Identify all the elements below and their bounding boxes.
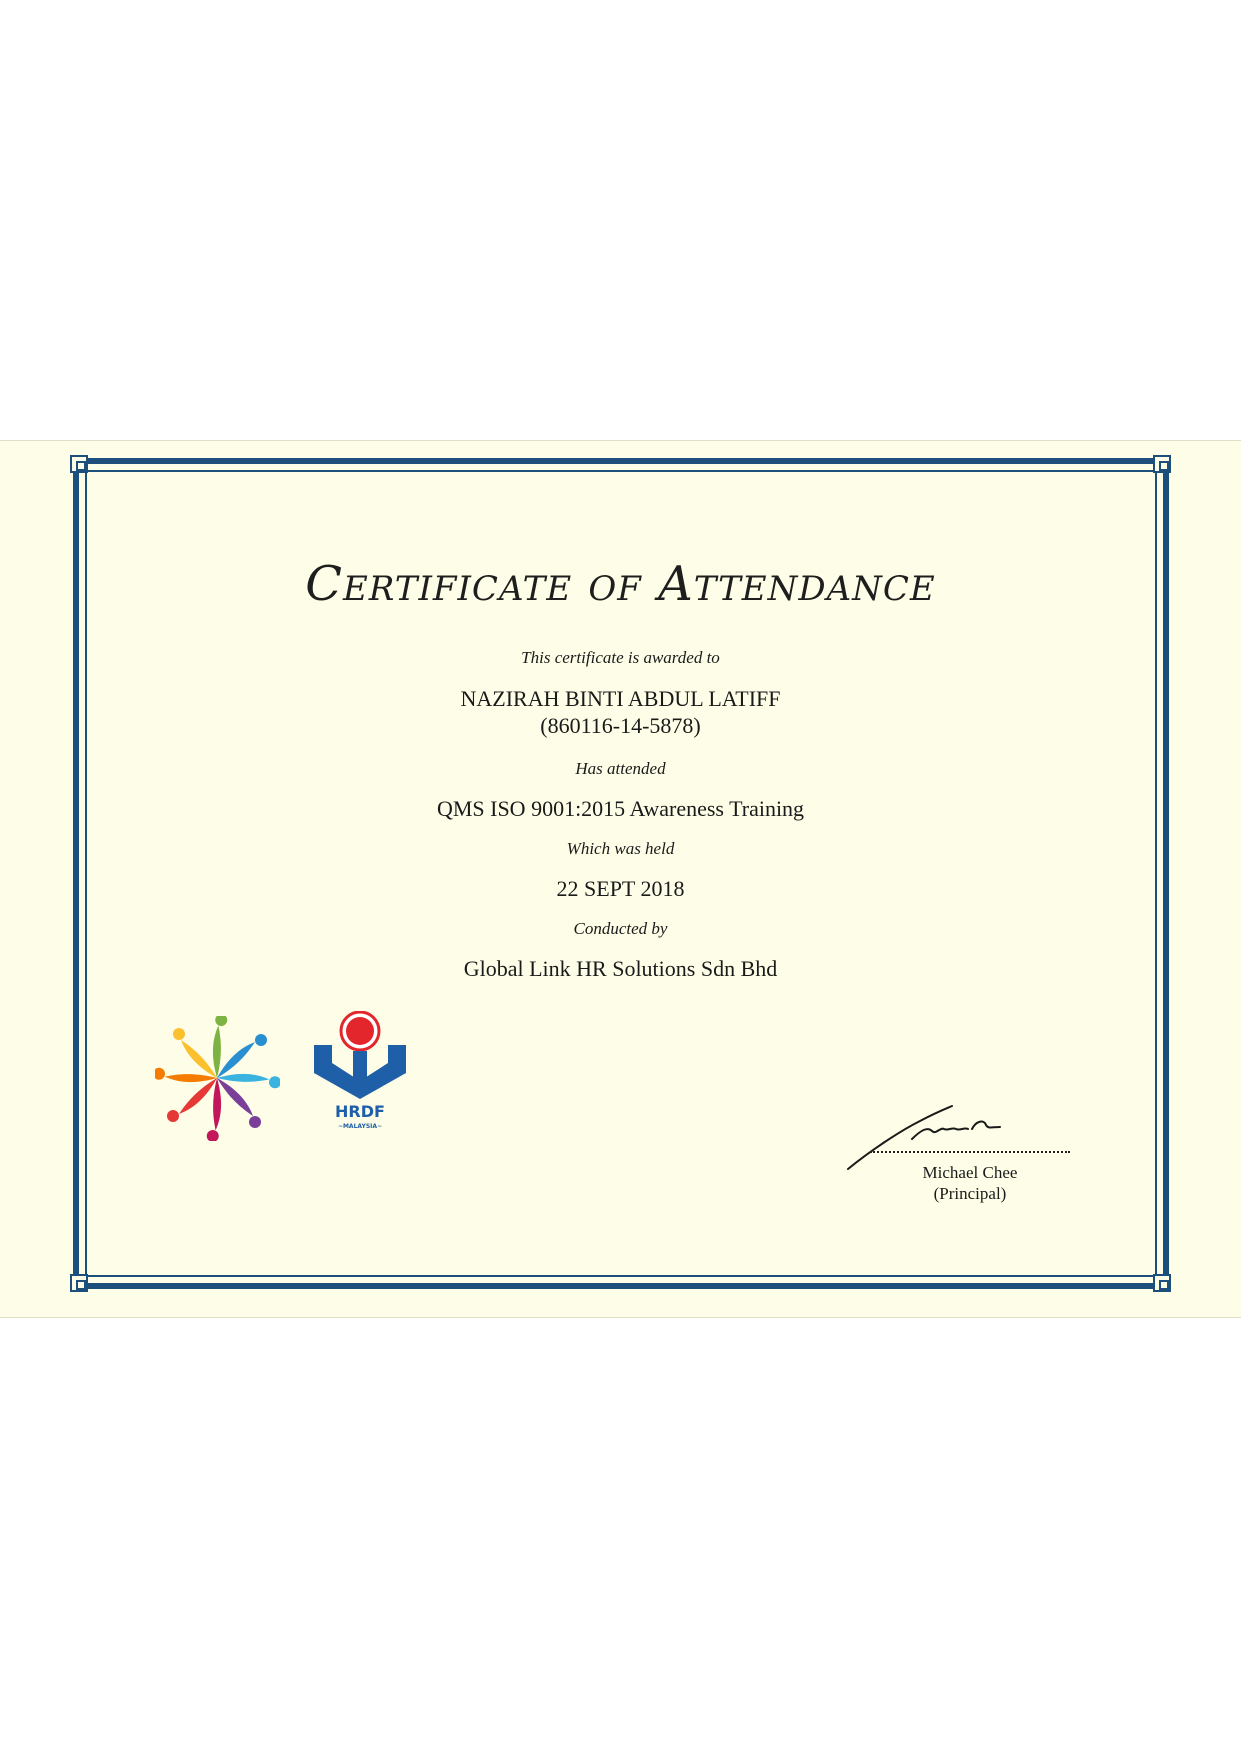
held-label: Which was held: [566, 839, 675, 858]
hrdf-logo: [312, 1011, 408, 1133]
conducted-label: Conducted by: [573, 919, 668, 938]
recipient-id: (860116-14-5878): [540, 713, 701, 738]
people-pinwheel-logo: [155, 1016, 280, 1141]
corner-ornament-top-right: [1153, 455, 1171, 473]
hrdf-logo-subtext: ~MALAYSIA~: [337, 1123, 383, 1130]
awarded-to-label: This certificate is awarded to: [521, 648, 720, 667]
certificate-sheet: [0, 440, 1241, 1318]
corner-ornament-bottom-right: [1153, 1274, 1171, 1292]
certificate-title: Certificate of Attendance: [305, 556, 936, 612]
signature-block: [840, 1091, 1070, 1201]
course-title: QMS ISO 9001:2015 Awareness Training: [436, 796, 805, 821]
corner-ornament-top-left: [70, 455, 88, 473]
recipient-name: NAZIRAH BINTI ABDUL LATIFF: [460, 686, 781, 711]
event-date: 22 SEPT 2018: [556, 876, 685, 901]
signatory-name: Michael Chee: [922, 1163, 1018, 1182]
signatory-title: (Principal): [933, 1184, 1007, 1203]
attended-label: Has attended: [575, 759, 666, 778]
hrdf-logo-text: HRDF: [335, 1102, 385, 1121]
signature-line: [870, 1151, 1070, 1153]
organizer-name: Global Link HR Solutions Sdn Bhd: [463, 956, 778, 981]
corner-ornament-bottom-left: [70, 1274, 88, 1292]
